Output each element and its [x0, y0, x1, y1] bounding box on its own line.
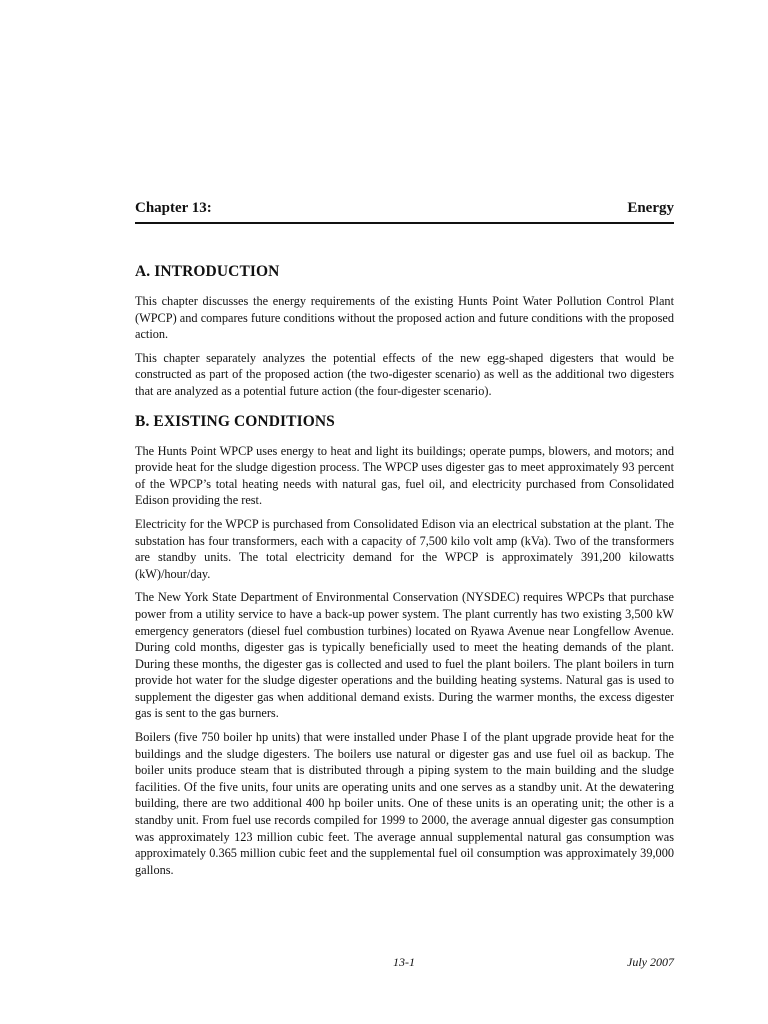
document-body [135, 262, 674, 885]
document-page [135, 0, 674, 1024]
body-paragraph: The Hunts Point WPCP uses energy to heat and light its buildings; operate pumps, blowers, and motors; and provide heat for the sludge digestion process. The WPCP uses digester gas to meet approximately 93 percent of the WPCP’s total heating needs with natural gas, fuel oil, and electricity purchased from Consolidated Edison providing the rest. [135, 443, 674, 508]
chapter-number: Chapter 13: [135, 200, 212, 216]
body-paragraph: Boilers (five 750 boiler hp units) that were installed under Phase I of the plant upgrade provide heat for the buildings and the sludge digesters. The boilers use natural or digester gas and use fuel oil as backup. The boiler units produce steam that is distributed through a piping system to the main building and the sludge facilities. Of the five units, four units are operating units and one serves as a standby unit. At the dewatering building, there are two additional 400 hp boiler units. One of these units is an operating unit; the other is a standby unit. From fuel use records compiled for 1999 to 2000, the average annual digester gas consumption was approximately 123 million cubic feet. The average annual supplemental natural gas consumption was approximately 0.365 million cubic feet and the supplemental fuel oil consumption was approximately 39,000 gallons. [135, 730, 674, 877]
chapter-title: Energy [627, 200, 674, 216]
body-paragraph: Electricity for the WPCP is purchased from Consolidated Edison via an electrical substation at the plant. The substation has four transformers, each with a capacity of 7,500 kilo volt amp (kVa). Two of the transformers are standby units. The total electricity demand for the WPCP is approximately 391,200 kilowatts (kW)/hour/day. [135, 516, 674, 581]
section-heading: B. EXISTING CONDITIONS [135, 412, 335, 430]
body-paragraph: The New York State Department of Environmental Conservation (NYSDEC) requires WPCPs that purchase power from a utility service to have a back-up power system. The plant currently has two existing 3,500 kW emergency generators (diesel fuel combustion turbines) located on Ryawa Avenue near Longfellow Avenue. During cold months, digester gas is typically beneficially used to meet the heating demands of the plant. During these months, the digester gas is collected and used to fuel the plant boilers. The plant boilers in turn provide hot water for the sludge digester operations and the building heating systems. Natural gas is used to supplement the digester gas when additional demand exists. During the warmer months, the excess digester gas is sent to the gas burners. [135, 590, 674, 721]
publication-date: July 2007 [627, 955, 674, 969]
body-paragraph: This chapter discusses the energy requirements of the existing Hunts Point Water Pollution Control Plant (WPCP) and compares future conditions without the proposed action and future conditions with the proposed action. [135, 294, 674, 342]
section-existing-conditions [135, 412, 674, 879]
section-introduction [135, 262, 674, 400]
page-footer [135, 955, 674, 971]
body-paragraph: This chapter separately analyzes the potential effects of the new egg-shaped digesters that would be constructed as part of the proposed action (the two-digester scenario) as well as the additional two digesters that are analyzed as a potential future action (the four-digester scenario). [135, 350, 674, 398]
section-heading: A. INTRODUCTION [135, 263, 280, 280]
page-number: 13-1 [393, 955, 415, 969]
chapter-header [135, 200, 674, 224]
